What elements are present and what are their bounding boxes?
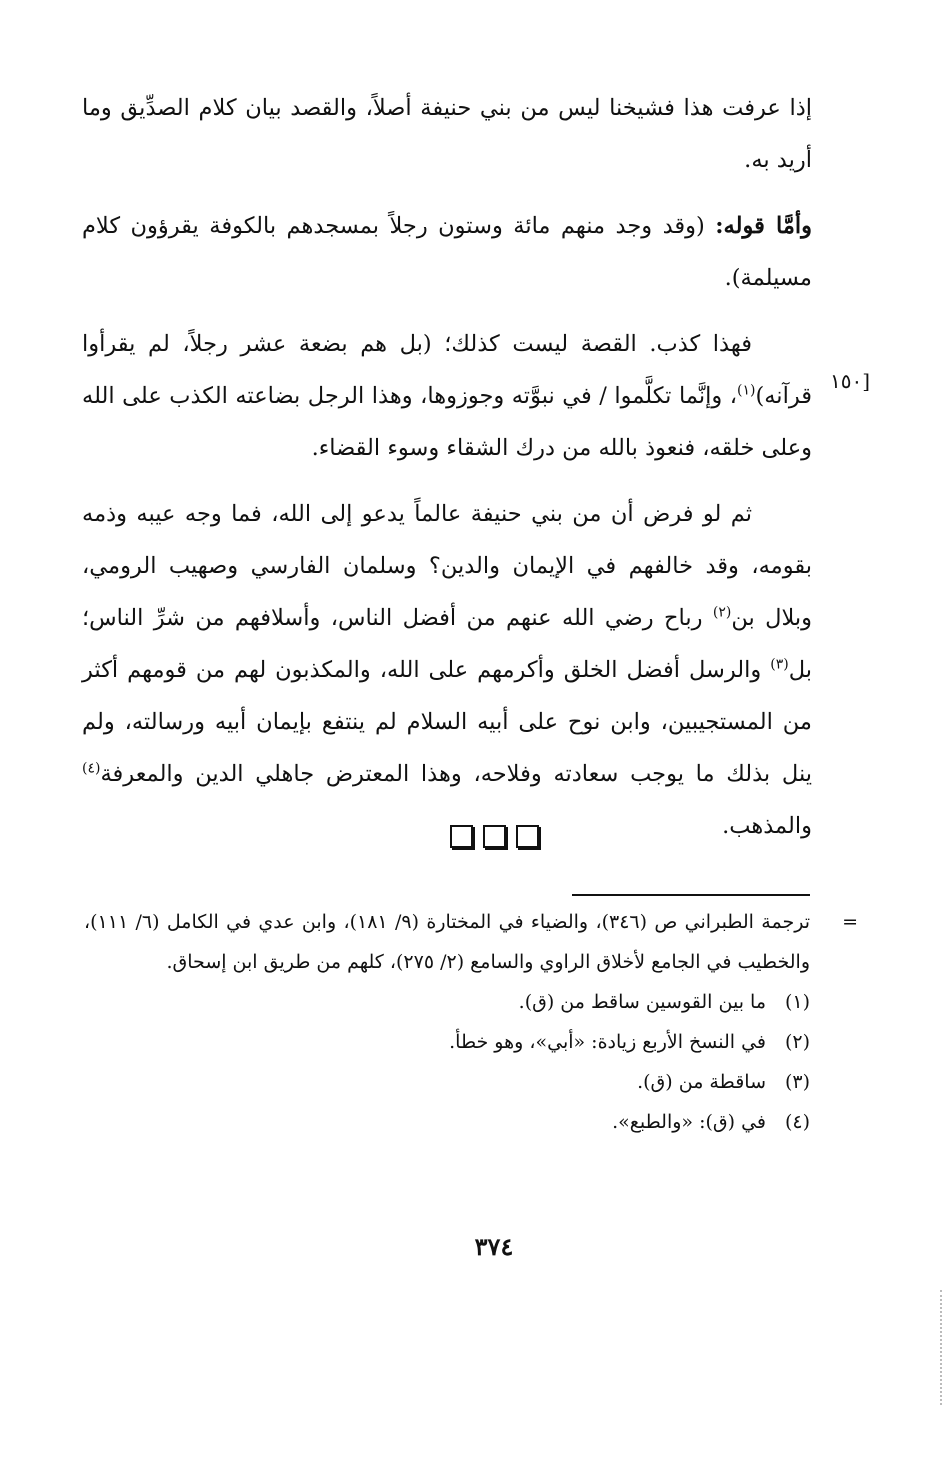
footnote-continuation bbox=[84, 902, 858, 982]
paragraph-3-part-1: ثم لو فرض أن من بني حنيفة عالماً يدعو إلى الله، فما وجه عيبه وذمه بقومه، وقد خالفهم في الإيمان والدين؟ وسلمان الفارسي وصهيب الرومي، وبلال بن bbox=[82, 501, 812, 631]
footnote-3 bbox=[84, 1062, 810, 1102]
footnote-text: ساقطة من (ق). bbox=[637, 1071, 766, 1093]
footnote-ref-3[interactable]: (٣) bbox=[770, 656, 789, 673]
paragraph-3 bbox=[82, 488, 812, 852]
footnote-ref-1[interactable]: (١) bbox=[737, 382, 756, 399]
quote-text: (وقد وجد منهم مائة وستون رجلاً بمسجدهم بالكوفة يقرؤون كلام مسيلمة). bbox=[82, 213, 812, 291]
paragraph-2-part-2: ، وإنَّما تكلَّموا / في نبوَّته وجوزوها، وهذا الرجل بضاعته الكذب على الله وعلى خلقه، فنعوذ بالله من درك الشقاء وسوء القضاء. bbox=[82, 383, 812, 461]
continuation-text: ترجمة الطبراني ص (٣٤٦)، والضياء في المختارة (٩/ ١٨١)، وابن عدي في الكامل (٦/ ١١١)، والخطيب في الجامع لأخلاق الراوي والسامع (٢/ ٢٧٥)، كلهم من طريق ابن إسحاق. bbox=[84, 911, 810, 973]
footnote-2 bbox=[84, 1022, 810, 1062]
quote-paragraph bbox=[82, 200, 812, 304]
footnote-ref-4[interactable]: (٤) bbox=[82, 760, 101, 777]
main-text bbox=[82, 82, 812, 866]
footnote-ref-2[interactable]: (٢) bbox=[712, 604, 732, 621]
quote-label: وأمَّا قوله: bbox=[715, 213, 813, 239]
section-end-ornament bbox=[0, 825, 948, 848]
footnote-number: (٣) bbox=[784, 1071, 810, 1093]
paragraph-3-part-2: رباح رضي الله عنهم من أفضل الناس، وأسلافهم من شرِّ الناس؛ بل bbox=[82, 605, 812, 683]
continuation-mark: = bbox=[842, 911, 858, 933]
footnote-text: ما بين القوسين ساقط من (ق). bbox=[518, 991, 766, 1013]
margin-page-reference: [١٥٠ bbox=[829, 369, 870, 393]
paragraph-2-part-1: فهذا كذب. القصة ليست كذلك؛ (بل هم بضعة عشر رجلاً، لم يقرأوا قرآنه) bbox=[82, 331, 812, 409]
footnote-1 bbox=[84, 982, 810, 1022]
ornament-square-icon bbox=[516, 825, 539, 848]
footnote-number: (١) bbox=[784, 991, 810, 1013]
footnote-text: في (ق): «والطبع». bbox=[612, 1111, 766, 1133]
scan-edge-mark bbox=[940, 1290, 942, 1405]
footnote-text: في النسخ الأربع زيادة: «أبي»، وهو خطأ. bbox=[449, 1031, 766, 1053]
paragraph-3-part-3: والرسل أفضل الخلق وأكرمهم على الله، والمكذبون لهم من قومهم أكثر من المستجيبين، وابن نوح على أبيه السلام لم ينتفع بإيمان أبيه ورسالته، ولم ينل بذلك ما يوجب سعادته وفلاحه، وهذا المعترض جاهلي الدين والمعرفة bbox=[82, 657, 813, 787]
footnote-4 bbox=[84, 1102, 810, 1142]
ornament-square-icon bbox=[450, 825, 473, 848]
ornament-square-icon bbox=[483, 825, 506, 848]
paragraph-1: إذا عرفت هذا فشيخنا ليس من بني حنيفة أصلاً، والقصد بيان كلام الصدِّيق وما أريد به. bbox=[82, 95, 812, 173]
paragraph-2 bbox=[82, 318, 812, 474]
paragraph-3-part-4: والمذهب. bbox=[722, 813, 812, 839]
page-number: ٣٧٤ bbox=[474, 1232, 514, 1261]
footnotes bbox=[84, 902, 858, 1142]
footnote-number: (٤) bbox=[784, 1111, 810, 1133]
footnote-divider bbox=[572, 894, 810, 896]
footnote-number: (٢) bbox=[784, 1031, 810, 1053]
